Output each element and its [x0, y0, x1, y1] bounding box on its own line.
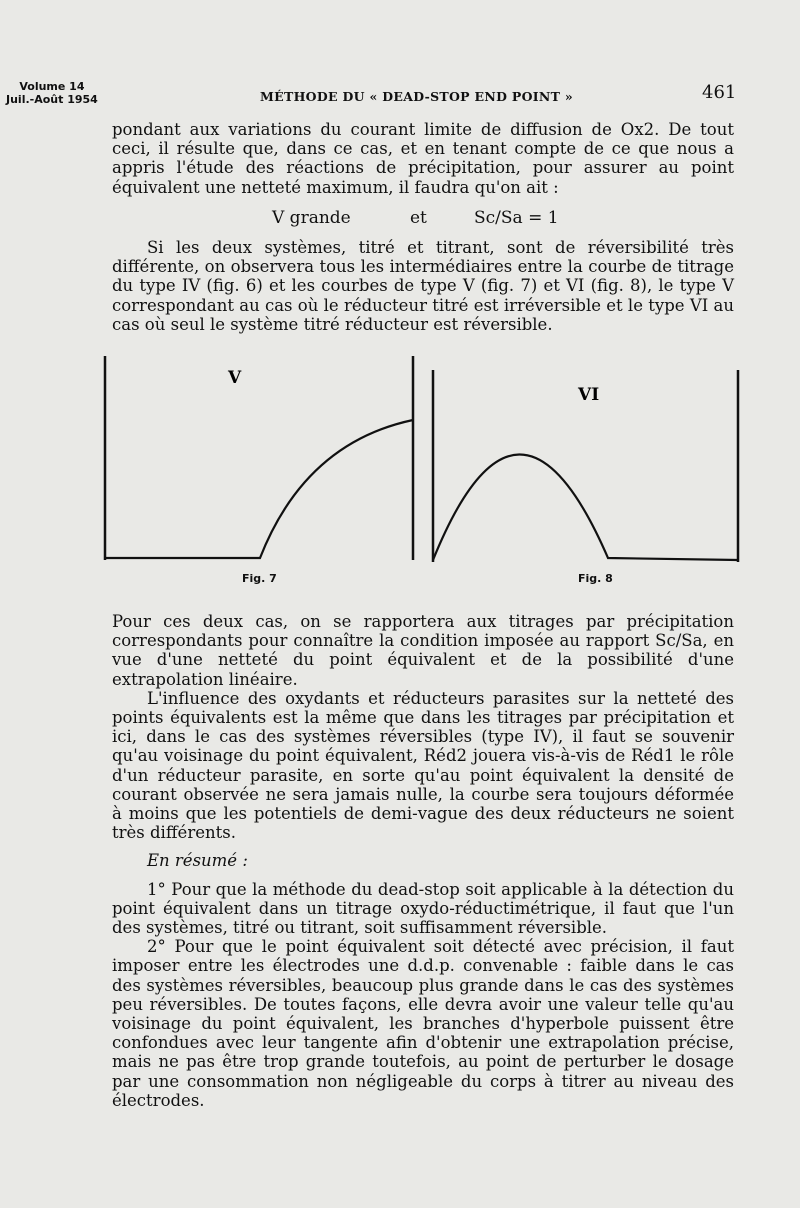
- fig8-titration-curve: [433, 454, 738, 560]
- paragraph: L'influence des oxydants et réducteurs parasites sur la netteté des points équivalents est la même que dans les titrages par précipitation et ici, dans le cas des systèmes réversibles (type IV), il faut se souvenir qu'au voisinage du point équivalent, Réd2 jouera vis-à-vis de Réd1 le rôle d'un réducteur parasite, en sorte qu'au point équivalent la densité de courant observée ne sera jamais nulle, la courbe sera toujours déformée à moins que les potentiels de demi-vague des deux réducteurs ne soient très différents.: [112, 688, 734, 843]
- formula-middle: et: [410, 208, 427, 228]
- paragraph: Pour ces deux cas, on se rapportera aux titrages par précipitation correspondants pour connaître la condition imposée au rapport Sc/Sa, en vue d'une netteté du point équivalent et de la possibilité d'une extrapolation linéaire.: [112, 612, 734, 689]
- summary-heading: En résumé :: [147, 851, 248, 871]
- fig8-type-label: VI: [578, 385, 600, 405]
- body-block-bottom: [112, 612, 734, 1110]
- fig7-titration-curve: [105, 420, 413, 558]
- figure-7-plot: [100, 348, 420, 568]
- page-number: 461: [702, 82, 737, 103]
- formula-left: V grande: [272, 208, 351, 228]
- figure-8-plot: [426, 360, 746, 570]
- running-title: MÉTHODE DU « DEAD-STOP END POINT »: [260, 89, 574, 104]
- volume-number: Volume 14: [19, 80, 85, 93]
- issue-date: Juil.-Août 1954: [6, 93, 98, 106]
- paragraph: Si les deux systèmes, titré et titrant, sont de réversibilité très différente, on observera tous les intermédiaires entre la courbe de titrage du type IV (fig. 6) et les courbes de type V (fig. 7) et VI (fig. 8), le type V correspondant au cas où le réducteur titré est irréversible et le type VI au cas où seul le système titré réducteur est réversible.: [112, 238, 734, 334]
- summary-item-2: 2° Pour que le point équivalent soit détecté avec précision, il faut imposer entre les électrodes une d.d.p. convenable : faible dans le cas des systèmes réversibles, beaucoup plus grande dans le cas des systèmes peu réversibles. De toutes façons, elle devra avoir une valeur telle qu'au voisinage du point équivalent, les branches d'hyperbole puissent être confondues avec leur tangente afin d'obtenir une extrapolation précise, mais ne pas être trop grande toutefois, au point de perturber le dosage par une consommation non négligeable du corps à titrer au niveau des électrodes.: [112, 937, 734, 1110]
- summary-item-1: 1° Pour que la méthode du dead-stop soit applicable à la détection du point équivalent dans un titrage oxydo-réductimétrique, il faut que l'un des systèmes, titré ou titrant, soit suffisamment réversible.: [112, 879, 734, 938]
- formula-right: Sc/Sa = 1: [474, 208, 559, 228]
- figure-8-caption: Fig. 8: [578, 572, 613, 585]
- body-block-mid: [112, 238, 734, 334]
- paragraph: pondant aux variations du courant limite de diffusion de Ox2. De tout ceci, il résulte que, dans ce cas, et en tenant compte de ce que nous a appris l'étude des réactions de précipitation, pour assurer au point équivalent une netteté maximum, il faudra qu'on ait :: [112, 120, 734, 197]
- volume-info: [6, 80, 98, 106]
- figure-7-caption: Fig. 7: [242, 572, 277, 585]
- body-block-top: [112, 120, 734, 197]
- fig7-type-label: V: [228, 368, 242, 388]
